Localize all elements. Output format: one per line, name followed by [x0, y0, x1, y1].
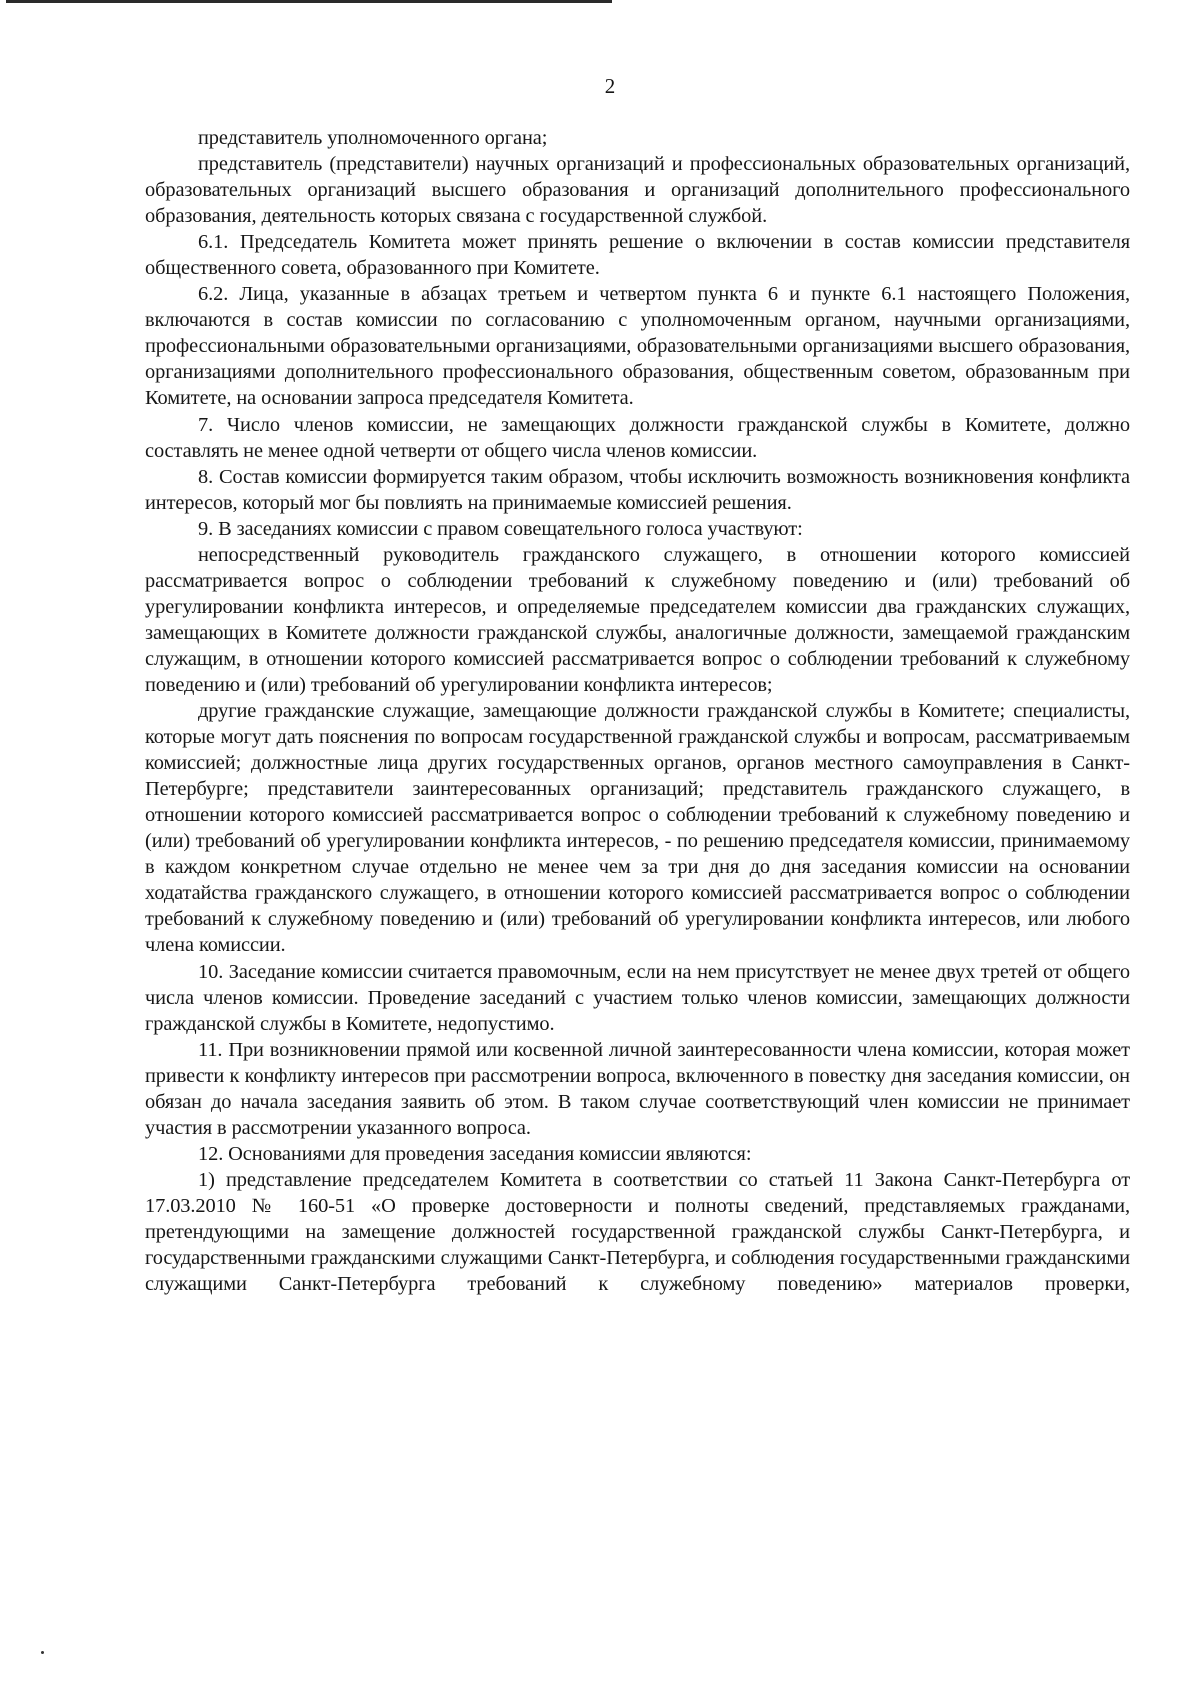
scan-artifact-dot — [41, 1651, 44, 1654]
paragraph-authorized-body-representative: представитель уполномоченного органа; — [198, 127, 548, 149]
paragraph-9-other-participants: другие гражданские служащие, замещающие должности гражданской службы в Комитете; специалисты, которые могут дать пояснения по вопросам государственной гражданской службы и вопросам, рассматриваемым комиссией; должностные лица других государственных органов, органов местного самоуправления в Санкт-Петербурге; представители заинтересованных организаций; представитель гражданского служащего, в отношении которого комиссией рассматривается вопрос о соблюдении требований к служебному поведению и (или) требований об урегулировании конфликта интересов, - по решению председателя комиссии, принимаемому в каждом конкретном случае отдельно не менее чем за три дня до дня заседания комиссии на основании ходатайства гражданского служащего, в отношении которого комиссией рассматривается вопрос о соблюдении требований к служебному поведению и (или) требований об урегулировании конфликта интересов, или любого члена комиссии. — [145, 700, 1130, 957]
paragraph-7: 7. Число членов комиссии, не замещающих должности гражданской службы в Комитете, должно составлять не менее одной четверти от общего числа членов комиссии. — [145, 413, 1130, 462]
paragraph-6-1: 6.1. Председатель Комитета может принять решение о включении в состав комиссии представителя общественного совета, образованного при Комитете. — [145, 231, 1130, 280]
paragraph-12: 12. Основаниями для проведения заседания комиссии являются: — [198, 1142, 752, 1165]
paragraph-6-2: 6.2. Лица, указанные в абзацах третьем и четвертом пункта 6 и пункте 6.1 настоящего Положения, включаются в состав комиссии по согласованию с уполномоченным органом, научными организациями, профессиональными образовательными организациями, образовательными организациями высшего образования, организациями дополнительного профессионального образования, общественным советом, образованным при Комитете, на основании запроса председателя Комитета. — [145, 283, 1130, 410]
paragraph-9-direct-supervisor: непосредственный руководитель гражданского служащего, в отношении которого комиссией рассматривается вопрос о соблюдении требований к служебному поведению и (или) требований об урегулировании конфликта интересов, и определяемые председателем комиссии два гражданских служащих, замещающих в Комитете должности гражданской службы, аналогичные должности, замещаемой гражданским служащим, в отношении которого комиссией рассматривается вопрос о соблюдении требований к служебному поведению и (или) требований об урегулировании конфликта интересов; — [145, 543, 1130, 696]
paragraph-scientific-organizations-representative: представитель (представители) научных организаций и профессиональных образовательных организаций, образовательных организаций высшего образования и организаций дополнительного профессионального образования, деятельность которых связана с государственной службой. — [145, 153, 1130, 228]
paragraph-8: 8. Состав комиссии формируется таким образом, чтобы исключить возможность возникновения конфликта интересов, который мог бы повлиять на принимаемые комиссией решения. — [145, 465, 1130, 514]
document-body — [145, 125, 1130, 1297]
paragraph-11: 11. При возникновении прямой или косвенной личной заинтересованности члена комиссии, которая может привести к конфликту интересов при рассмотрении вопроса, включенного в повестку дня заседания комиссии, он обязан до начала заседания заявить об этом. В таком случае соответствующий член комиссии не принимает участия в рассмотрении указанного вопроса. — [145, 1038, 1130, 1139]
paragraph-10: 10. Заседание комиссии считается правомочным, если на нем присутствует не менее двух третей от общего числа членов комиссии. Проведение заседаний с участием только членов комиссии, замещающих должности гражданской службы в Комитете, недопустимо. — [145, 960, 1130, 1035]
paragraph-12-1: 1) представление председателем Комитета в соответствии со статьей 11 Закона Санкт-Петербурга от 17.03.2010 № 160-51 «О проверке достоверности и полноты сведений, представляемых гражданами, претендующими на замещение должностей государственной гражданской службы Санкт-Петербурга, и государственными гражданскими служащими Санкт-Петербурга, и соблюдения государственными гражданскими служащими Санкт-Петербурга требований к служебному поведению» материалов проверки, — [145, 1168, 1130, 1296]
paragraph-9: 9. В заседаниях комиссии с правом совещательного голоса участвуют: — [198, 517, 803, 540]
page-number: 2 — [604, 74, 616, 98]
scan-top-border-line — [6, 0, 612, 3]
